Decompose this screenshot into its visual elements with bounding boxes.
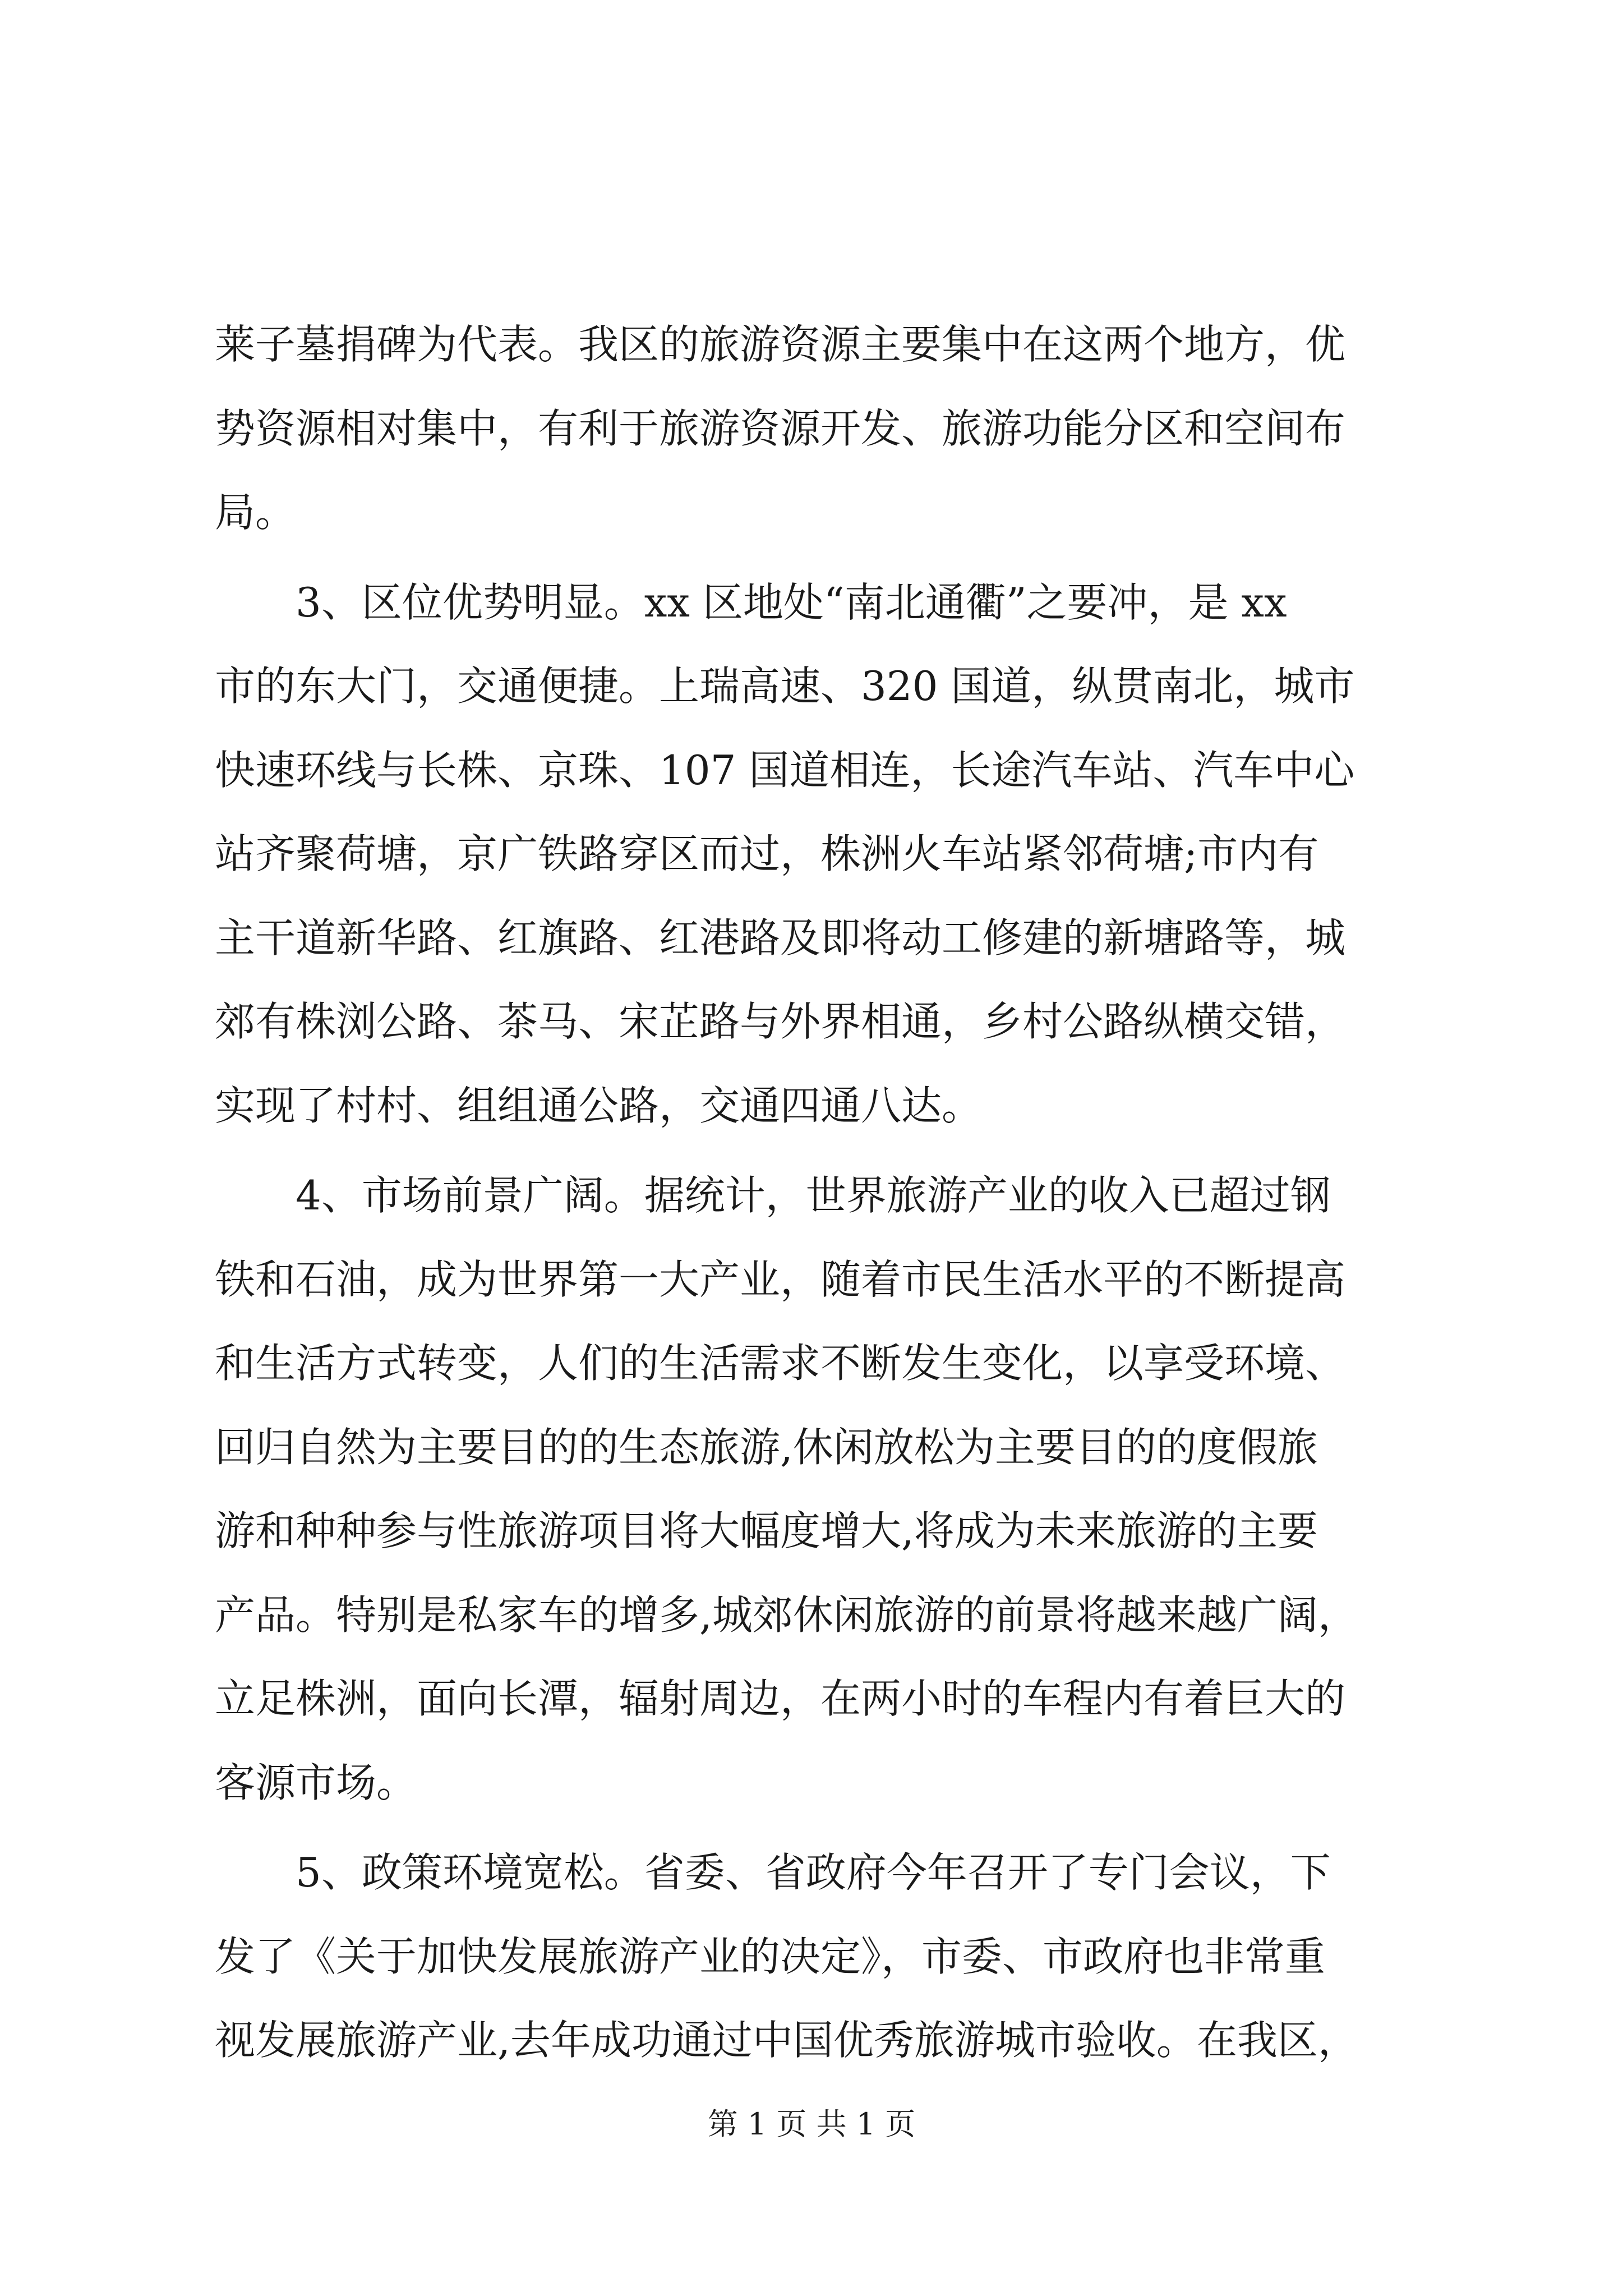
text-line: 游和种种参与性旅游项目将大幅度增大,将成为未来旅游的主要 — [215, 1507, 1318, 1554]
text-line: 视发展旅游产业,去年成功通过中国优秀旅游城市验收。在我区， — [215, 2017, 1358, 2064]
paragraph-2 — [215, 561, 1415, 1148]
text-line: 铁和石油，成为世界第一大产业，随着市民生活水平的不断提高 — [215, 1255, 1346, 1303]
text-line: 3、区位优势明显。xx 区地处“南北通衢”之要冲，是 xx — [296, 578, 1287, 626]
text-line: 5、政策环境宽松。省委、省政府今年召开了专门会议，下 — [296, 1849, 1331, 1896]
page-number-footer: 第 1 页 共 1 页 — [707, 2106, 916, 2142]
text-line: 4、市场前景广阔。据统计，世界旅游产业的收入已超过钢 — [296, 1172, 1331, 1219]
text-line: 站齐聚荷塘，京广铁路穿区而过，株洲火车站紧邻荷塘;市内有 — [215, 830, 1319, 877]
document-body — [215, 303, 1415, 2083]
paragraph-3 — [215, 1154, 1415, 1825]
text-line: 快速环线与长株、京珠、107 国道相连，长途汽车站、汽车中心 — [215, 746, 1355, 794]
paragraph-1 — [215, 303, 1415, 555]
text-line: 立足株洲，面向长潭，辐射周边，在两小时的车程内有着巨大的 — [215, 1675, 1346, 1722]
text-line: 产品。特别是私家车的增多,城郊休闲旅游的前景将越来越广阔， — [215, 1591, 1358, 1639]
text-line: 莱子墓捐碑为代表。我区的旅游资源主要集中在这两个地方，优 — [215, 321, 1346, 368]
text-line: 实现了村村、组组通公路，交通四通八达。 — [215, 1082, 983, 1129]
text-line: 势资源相对集中，有利于旅游资源开发、旅游功能分区和空间布 — [215, 404, 1346, 452]
text-line: 郊有株浏公路、茶马、宋芷路与外界相通，乡村公路纵横交错， — [215, 998, 1346, 1045]
text-line: 回归自然为主要目的的生态旅游,休闲放松为主要目的的度假旅 — [215, 1423, 1318, 1471]
text-line: 市的东大门，交通便捷。上瑞高速、320 国道，纵贯南北，城市 — [215, 662, 1355, 710]
text-line: 客源市场。 — [215, 1759, 417, 1806]
text-line: 发了《关于加快发展旅游产业的决定》，市委、市政府也非常重 — [215, 1932, 1326, 1980]
text-line: 局。 — [215, 489, 296, 536]
text-line: 和生活方式转变，人们的生活需求不断发生变化，以享受环境、 — [215, 1340, 1346, 1387]
text-line: 主干道新华路、红旗路、红港路及即将动工修建的新塘路等，城 — [215, 914, 1346, 961]
paragraph-4 — [215, 1831, 1415, 2083]
